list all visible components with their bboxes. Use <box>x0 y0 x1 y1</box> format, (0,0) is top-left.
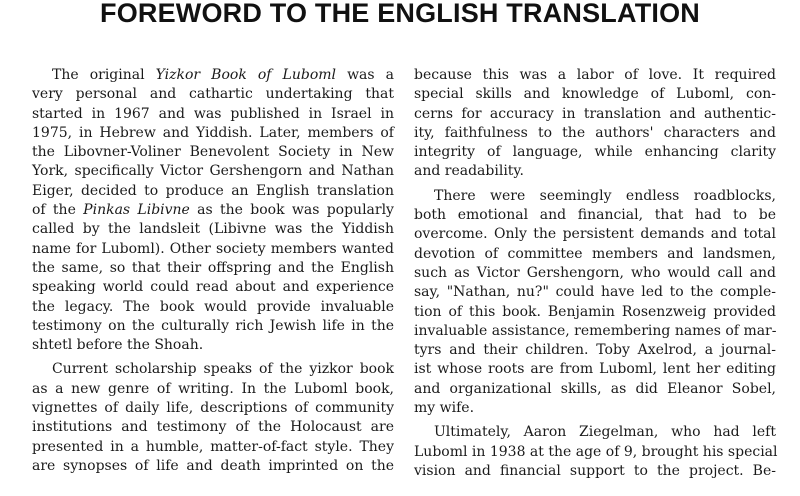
text-line: 1975, in Hebrew and Yiddish. Later, members of <box>32 124 394 141</box>
text-line: as a new genre of writing. In the Luboml book, <box>32 380 394 397</box>
paragraph-roadblocks <box>414 187 776 419</box>
left-column <box>32 66 394 481</box>
text-line: the Libovner-Voliner Benevolent Society in New <box>32 144 394 161</box>
text-line: the legacy. The book would provide invaluable <box>32 298 394 315</box>
text-line: shtetl before the Shoah. <box>32 337 204 354</box>
text-line: speaking world could read about and experience <box>32 279 394 296</box>
text-line: my wife. <box>414 400 475 417</box>
text-line: special skills and knowledge of Luboml, con- <box>414 86 776 103</box>
right-column <box>414 66 776 486</box>
text-line: presented in a humble, matter-of-fact style. They <box>32 438 394 455</box>
text-line: ist whose roots are from Luboml, lent her editing <box>414 361 776 378</box>
page-title: FOREWORD TO THE ENGLISH TRANSLATION <box>100 0 700 28</box>
text-line: devotion of committee members and landsmen, <box>414 245 776 262</box>
text-line: ity, faithfulness to the authors' characters and <box>414 124 776 141</box>
text-line: are synopses of life and death imprinted on the <box>32 457 394 474</box>
text-line: cerns for accuracy in translation and authentic- <box>414 105 776 122</box>
text-line: called by the landsleit (Libivne was the Yiddish <box>32 221 394 238</box>
paragraph-original-yizkor <box>32 66 394 355</box>
text-line: such as Victor Gershengorn, who would call and <box>414 264 776 281</box>
text-line: the same, so that their offspring and the English <box>32 259 394 276</box>
text-line: of the Pinkas Libivne as the book was popularly <box>32 202 394 219</box>
text-line: There were seemingly endless roadblocks, <box>434 187 776 204</box>
paragraph-current-scholarship <box>32 360 394 476</box>
text-line: Ultimately, Aaron Ziegelman, who had left <box>434 424 776 441</box>
text-line: tyrs and their children. Toby Axelrod, a journal- <box>414 342 776 359</box>
text-line: and organizational skills, as did Eleanor Sobel, <box>414 380 776 397</box>
paragraph-ultimately <box>414 423 776 481</box>
text-line: integrity of language, while enhancing clarity <box>414 144 776 161</box>
text-line: very personal and cathartic undertaking that <box>32 86 394 103</box>
text-line: started in 1967 and was published in Israel in <box>32 105 394 122</box>
text-line: because this was a labor of love. It required <box>414 67 776 83</box>
text-line: vignettes of daily life, descriptions of community <box>32 400 394 417</box>
text-line: tion of this book. Benjamin Rosenzweig provided <box>414 303 776 320</box>
text-line: The original Yizkor Book of Luboml was a <box>52 67 394 83</box>
text-line: Current scholarship speaks of the yizkor book <box>52 361 394 378</box>
text-line: York, specifically Victor Gershengorn and Nathan <box>32 163 394 180</box>
text-line: Luboml in 1938 at the age of 9, brought his special <box>414 443 778 460</box>
text-line: overcome. Only the persistent demands and total <box>414 226 776 243</box>
text-line: and readability. <box>414 163 524 180</box>
text-line: name for Luboml). Other society members wanted <box>32 240 394 257</box>
text-line: invaluable assistance, remembering names of mar- <box>414 322 777 339</box>
text-line: Eiger, decided to produce an English translation <box>32 182 394 199</box>
text-line: institutions and testimony of the Holocaust are <box>32 419 394 436</box>
text-line: testimony on the culturally rich Jewish life in the <box>32 317 394 334</box>
text-line: vision and financial support to the project. Be- <box>414 462 776 479</box>
text-line: both emotional and financial, that had to be <box>414 207 776 224</box>
paragraph-labor-of-love <box>414 66 776 182</box>
text-line: say, "Nathan, nu?" could have led to the comple- <box>414 284 776 301</box>
